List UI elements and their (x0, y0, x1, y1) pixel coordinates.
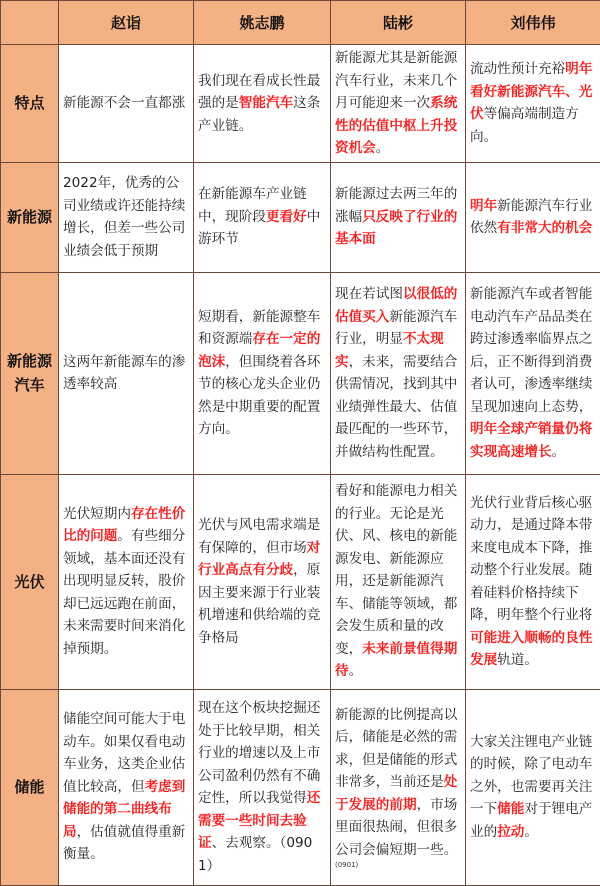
row-label-photovoltaic: 光伏 (1, 474, 59, 689)
cell-text: 新能源汽车或者智能电动汽车产品品类在跨过渗透率临界点之后，正不断得到消费者认可，渗透率继续呈现加速向上态势， (470, 286, 592, 415)
cell-text: 这两年新能源车的渗透率较高 (63, 354, 185, 393)
cell (59, 45, 194, 163)
cell (466, 162, 600, 272)
cell-text: 新能源汽车行业，明显 (335, 309, 457, 348)
header-corner (1, 1, 59, 45)
cell-text: 。 (524, 824, 538, 840)
cell-text: 对于锂电产业的 (470, 801, 592, 840)
cell-text: ，原因主要来源于行业装机增速和供给端的竞争格局 (198, 562, 320, 646)
cell-text: 在新能源车产业链中，现阶段 (198, 186, 307, 225)
row-label-new-energy-vehicles (1, 272, 59, 474)
cell-text: 现在这个板块挖掘还处于比较早期，相关行业的增速以及上市公司盈利仍然有不确定性，所以我觉得 (198, 700, 320, 806)
cell (194, 474, 331, 689)
cell-text: 我们现在看成长性最强的是 (198, 73, 320, 112)
header-row (1, 1, 600, 45)
cell-text: 储能空间可能大于电动车。如果仅看电动车业务，这类企业估值比较高，但 (63, 711, 185, 795)
cell (466, 45, 600, 163)
highlighted-text: 可能进入顺畅的良性发展 (470, 630, 592, 669)
highlighted-text: 拉动 (497, 824, 524, 840)
highlighted-text: 只反映了行业的基本面 (335, 209, 457, 248)
highlighted-text: 对行业高点有分歧 (198, 540, 320, 579)
cell (194, 162, 331, 272)
cell-text: 。 (376, 140, 390, 156)
cell-text: 等偏高端制造方向。 (470, 106, 579, 145)
cell-text: 看好和能源电力相关的行业。无论是光伏、风、核电的新能源发电、新能源应用，还是新能源汽车、储能等领域，都会发生质和量的改变， (335, 483, 457, 657)
header-liu-weiwei: 刘伟伟 (466, 1, 600, 45)
cell-text: 新能源不会一直都涨 (63, 95, 185, 111)
cell-text: 轨道。 (497, 652, 538, 668)
cell-text: 新能源汽车行业依然 (470, 198, 592, 237)
row-label-line: 新能源 (7, 352, 52, 370)
cell-text: 中游环节 (198, 209, 320, 248)
row-label-line: 汽车 (14, 376, 44, 394)
cell-text: 现在若试图 (335, 286, 403, 302)
row-label-energy-storage: 储能 (1, 689, 59, 885)
highlighted-text: 明年全球产销量仍将实现高速增长 (470, 421, 592, 460)
row-label-new-energy: 新能源 (1, 162, 59, 272)
cell (59, 272, 194, 474)
row-energy-storage (1, 689, 600, 885)
cell-text: 大家关注锂电产业链的时候，除了电动车之外，也需要再关注一下 (470, 734, 592, 818)
cell-text: ，估值就值得重新衡量。 (63, 824, 185, 863)
highlighted-text: 还需要一些时间去验证 (198, 790, 320, 851)
cell (331, 272, 466, 474)
cell-text: 光伏短期内 (63, 506, 131, 522)
highlighted-text: 明年 (470, 198, 497, 214)
highlighted-text: 不太现实 (335, 331, 444, 370)
row-features (1, 45, 600, 163)
row-new-energy-vehicles (1, 272, 600, 474)
highlighted-text: 系统性的估值中枢上升投资机会 (335, 95, 457, 156)
cell-text: 新能源过去两三年的涨幅 (335, 186, 457, 225)
cell (59, 474, 194, 689)
cell-text: 。 (349, 663, 363, 679)
cell-text: 新能源尤其是新能源汽车行业，未来几个月可能迎来一次 (335, 50, 457, 111)
highlighted-text: 处于发展的前期 (335, 774, 457, 813)
cell-text: 光伏行业背后核心驱动力，是通过降本带来度电成本下降，推动整个行业发展。随着硅料价格持续下降，明年整个行业将 (470, 495, 592, 624)
cell (331, 474, 466, 689)
cell-text: ，未来，需要结合供需情况，找到其中业绩弹性最大、估值最匹配的一些环节，并做结构性配置。 (335, 354, 457, 460)
row-label-features: 特点 (1, 45, 59, 163)
highlighted-text: 有非常大的机会 (497, 220, 592, 236)
cell (59, 689, 194, 885)
highlighted-text: 未来前景值得期待 (335, 641, 457, 680)
cell (194, 689, 331, 885)
row-new-energy (1, 162, 600, 272)
header-yao-zhipeng: 姚志鹏 (194, 1, 331, 45)
row-photovoltaic (1, 474, 600, 689)
cell (194, 45, 331, 163)
cell-text: 。 (552, 444, 566, 460)
cell (466, 272, 600, 474)
highlighted-text: 储能 (497, 801, 524, 817)
highlighted-text: 以很低的估值买入 (335, 286, 457, 325)
highlighted-text: 考虑到储能的第二曲线布局 (63, 779, 185, 840)
cell-text: 这条产业链。 (198, 95, 320, 134)
cell-text: 新能源的比例提高以后，储能是必然的需求，但是储能的形式非常多，当前还是 (335, 707, 457, 791)
cell-text: 、去观察。（0901） (198, 835, 312, 874)
cell (466, 689, 600, 885)
cell (331, 689, 466, 885)
cell (59, 162, 194, 272)
cell-text: 2022年，优秀的公司业绩或许还能持续增长，但差一些公司业绩会低于预期 (63, 175, 185, 259)
highlighted-text: 更看好 (266, 209, 307, 225)
header-zhao-yi: 赵诣 (59, 1, 194, 45)
cell (331, 45, 466, 163)
cell-text: 光伏与风电需求端是有保障的，但市场 (198, 517, 320, 556)
cell-text: ，但围绕着各环节的核心龙头企业仍然是中期重要的配置方向。 (198, 354, 320, 438)
cell (194, 272, 331, 474)
cell-text: 流动性预计充裕 (470, 61, 565, 77)
footnote: (0901) (335, 861, 461, 870)
cell-text: 短期看，新能源整车和资源端 (198, 309, 320, 348)
highlighted-text: 存在性价比的问题 (63, 506, 185, 545)
highlighted-text: 明年看好新能源汽车、光伏 (470, 61, 592, 122)
highlighted-text: 存在一定的泡沫 (198, 331, 320, 370)
cell-text: 。有些细分领域，基本面还没有出现明显反转，股价却已远远跑在前面，未来需要时间来消化掉预期。 (63, 528, 185, 657)
header-lu-bin: 陆彬 (331, 1, 466, 45)
cell (331, 162, 466, 272)
cell (466, 474, 600, 689)
highlighted-text: 智能汽车 (239, 95, 293, 111)
cell-text: ，市场里面很热闹，但很多公司会偏短期一些。 (335, 797, 457, 858)
